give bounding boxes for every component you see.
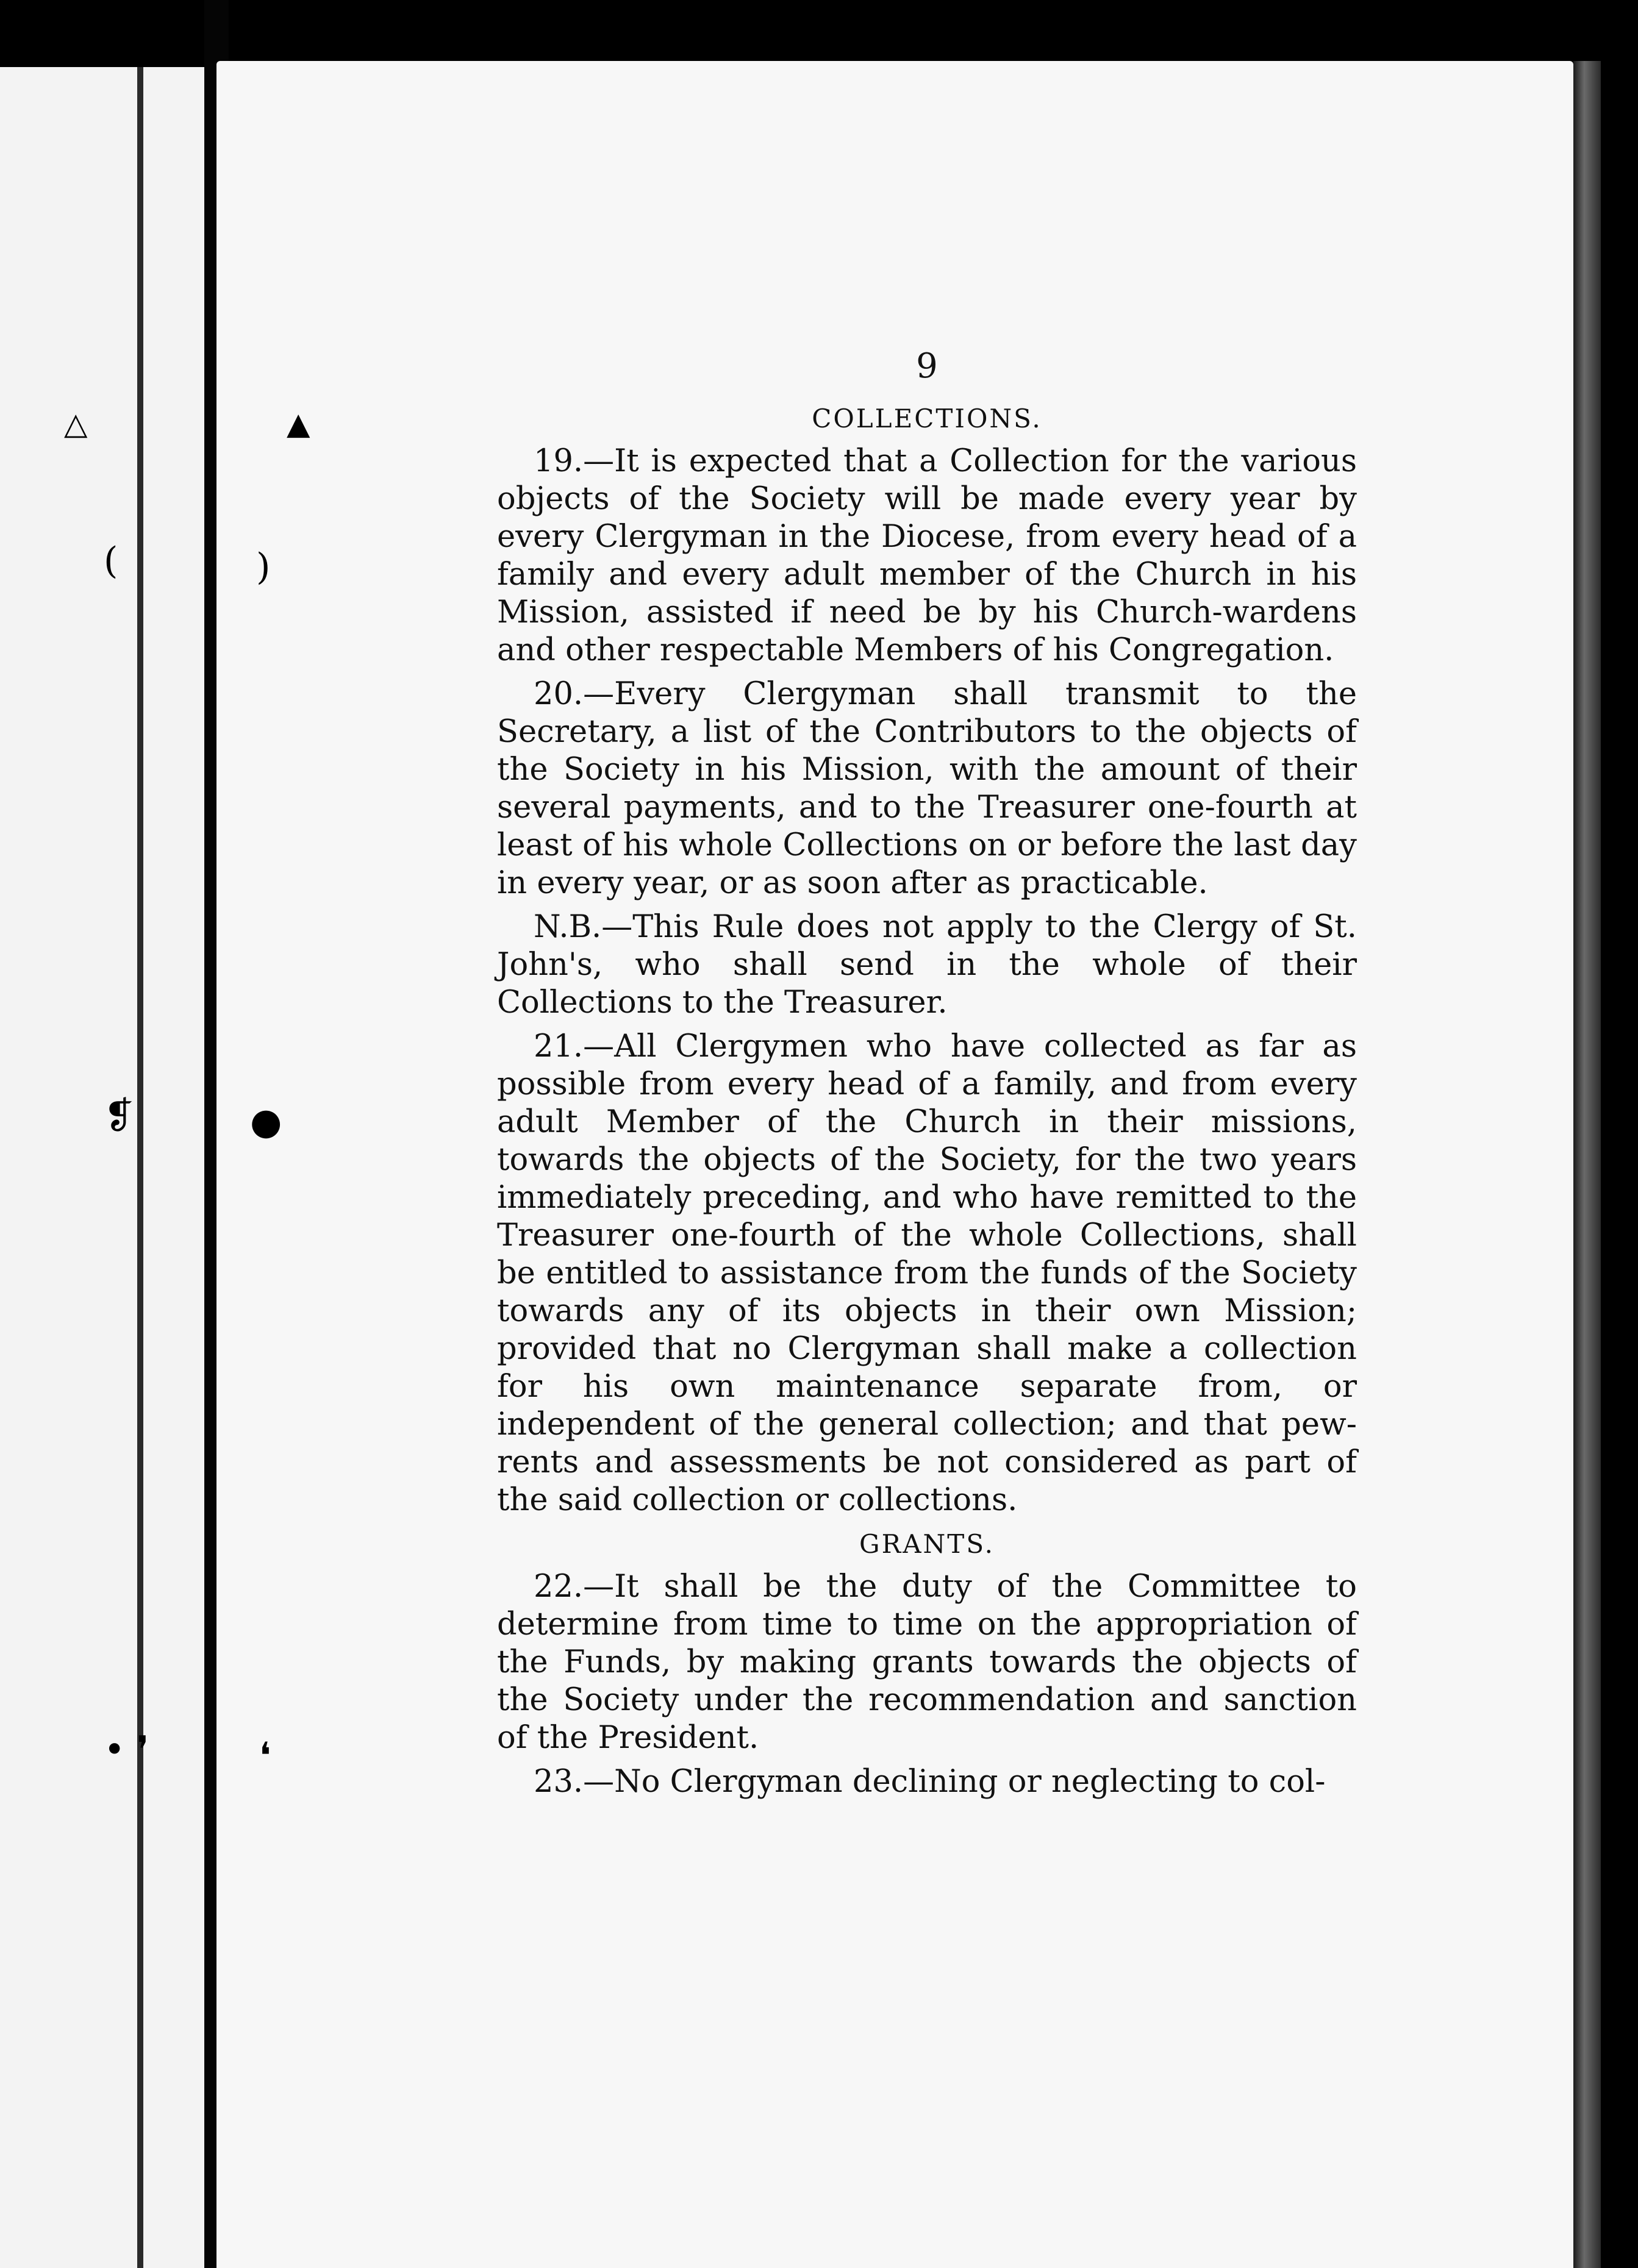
paragraph-rule-19: 19.—It is expected that a Collection for the various objects of the Society will be made every year by every Clergyman in the Diocese, from every head of a family and every adult member of the Church in his Mission, assisted if need be by his Church-wardens and other respectable Members of his Congregation. <box>497 443 1357 668</box>
scan-artifact: △ <box>64 406 88 441</box>
section-grants <box>497 1525 1357 1801</box>
scan-artifact: ) <box>256 546 271 588</box>
right-page-edge <box>1573 61 1601 2268</box>
scan-artifact: ( <box>104 540 118 582</box>
page-text <box>497 348 1357 1807</box>
left-page-edge <box>137 67 143 2268</box>
left-page-fragment <box>0 67 208 2268</box>
paragraph-rule-22: 22.—It shall be the duty of the Committee to determine from time to time on the appropriation of the Funds, by making grants towards the objects of the Society under the recommendation and sanction of the President. <box>497 1569 1357 1756</box>
scan-artifact: ● <box>250 1100 282 1143</box>
scan-artifact: ▲ <box>287 406 310 441</box>
scan-artifact: • ❜ <box>104 1728 149 1771</box>
paragraph-rule-21: 21.—All Clergymen who have collected as far as possible from every head of a family, and from every adult Member of the Church in their missions, towards the objects of the Society, for the two years immediately preceding, and who have remitted to the Treasurer one-fourth of the whole Collections, shall be entitled to assistance from the funds of the Society towards any of its objects in their own Mission; provided that no Clergyman shall make a collection for his own maintenance separate from, or independent of the general collection; and that pew-rents and assessments be not considered as part of the said collection or collections. <box>497 1029 1357 1518</box>
section-heading: COLLECTIONS. <box>812 404 1042 433</box>
scan-artifact: ❛ <box>259 1735 271 1777</box>
section-collections <box>497 400 1357 1519</box>
scan-artifact: ❡ <box>104 1094 135 1137</box>
paragraph-rule-23: 23.—No Clergyman declining or neglecting to col- <box>534 1764 1326 1800</box>
page-number: 9 <box>916 346 938 386</box>
section-heading: GRANTS. <box>859 1529 995 1559</box>
paragraph-rule-20: 20.—Every Clergyman shall transmit to the Secretary, a list of the Contributors to the objects of the Society in his Mission, with the amount of their several payments, and to the Treasurer one-fourth at least of his whole Collections on or before the last day in every year, or as soon after as practicable. <box>497 676 1357 901</box>
paragraph-nota-bene: N.B.—This Rule does not apply to the Clergy of St. John's, who shall send in the whole of their Collections to the Treasurer. <box>497 909 1357 1021</box>
